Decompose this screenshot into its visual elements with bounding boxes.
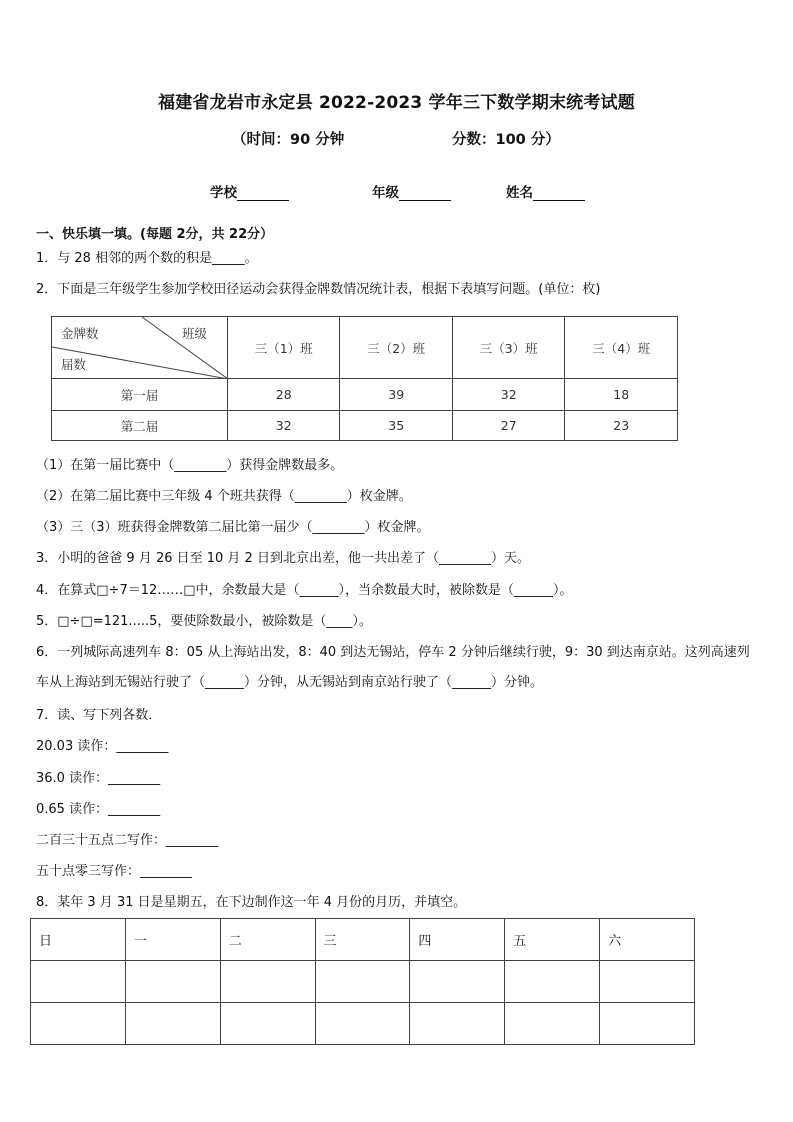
question-2-1: （1）在第一届比赛中（________）获得金牌数最多。 bbox=[36, 458, 344, 473]
calendar-header-row bbox=[31, 919, 695, 961]
diag-label-class: 班级 bbox=[181, 326, 207, 341]
question-2: 2．下面是三年级学生参加学校田径运动会获得金牌数情况统计表，根据下表填写问题。(单位：枚) bbox=[36, 282, 601, 297]
calendar-day-header: 一 bbox=[125, 919, 220, 961]
medal-table bbox=[51, 316, 678, 441]
calendar-cell[interactable] bbox=[31, 961, 126, 1003]
calendar-cell[interactable] bbox=[315, 1003, 410, 1045]
school-label: 学校 bbox=[210, 185, 237, 201]
question-2-3: （3）三（3）班获得金牌数第二届比第一届少（________）枚金牌。 bbox=[36, 520, 430, 535]
question-2-2: （2）在第二届比赛中三年级 4 个班共获得（________）枚金牌。 bbox=[36, 489, 412, 504]
table-cell: 32 bbox=[227, 411, 340, 441]
calendar-cell[interactable] bbox=[220, 961, 315, 1003]
table-cell: 27 bbox=[452, 411, 565, 441]
calendar-cell[interactable] bbox=[600, 1003, 695, 1045]
diagonal-header-cell bbox=[52, 317, 228, 379]
question-5: 5．□÷□=121.....5，要使除数最小，被除数是（____）。 bbox=[36, 614, 372, 629]
school-blank[interactable] bbox=[237, 186, 289, 201]
question-7-e: 五十点零三写作：________ bbox=[36, 864, 193, 879]
name-blank[interactable] bbox=[533, 186, 585, 201]
column-header: 三（1）班 bbox=[227, 317, 340, 379]
diag-label-medals: 金牌数 bbox=[61, 326, 99, 341]
school-field[interactable] bbox=[210, 181, 289, 201]
question-1: 1．与 28 相邻的两个数的积是_____。 bbox=[36, 251, 258, 266]
question-7-b: 36.0 读作：________ bbox=[36, 771, 161, 786]
calendar-table bbox=[30, 918, 695, 1045]
table-row bbox=[52, 379, 678, 411]
calendar-day-header: 日 bbox=[31, 919, 126, 961]
table-cell: 32 bbox=[452, 379, 565, 411]
question-7-d: 二百三十五点二写作：________ bbox=[36, 833, 219, 848]
calendar-day-header: 五 bbox=[505, 919, 600, 961]
row-label: 第一届 bbox=[52, 379, 228, 411]
grade-field[interactable] bbox=[372, 181, 451, 201]
question-7-a: 20.03 读作：________ bbox=[36, 739, 169, 754]
column-header: 三（3）班 bbox=[452, 317, 565, 379]
table-cell: 35 bbox=[340, 411, 453, 441]
name-field[interactable] bbox=[506, 181, 585, 201]
question-6: 6．一列城际高速列车 8：05 从上海站出发，8：40 到达无锡站，停车 2 分钟后继续行驶，9：30 到达南京站。这列高速列车从上海站到无锡站行驶了（______）分钟，从无锡站到南京站行驶了（______）分钟。 bbox=[36, 645, 750, 690]
page-title: 福建省龙岩市永定县 2022-2023 学年三下数学期末统考试题 bbox=[158, 93, 635, 113]
grade-label: 年级 bbox=[372, 185, 399, 201]
row-label: 第二届 bbox=[52, 411, 228, 441]
diag-label-session: 届数 bbox=[61, 357, 87, 372]
name-label: 姓名 bbox=[506, 185, 533, 201]
column-header: 三（4）班 bbox=[565, 317, 678, 379]
question-7: 7．读、写下列各数． bbox=[36, 708, 162, 723]
calendar-cell[interactable] bbox=[220, 1003, 315, 1045]
column-header: 三（2）班 bbox=[340, 317, 453, 379]
grade-blank[interactable] bbox=[399, 186, 451, 201]
calendar-day-header: 二 bbox=[220, 919, 315, 961]
calendar-cell[interactable] bbox=[315, 961, 410, 1003]
calendar-row bbox=[31, 1003, 695, 1045]
exam-time: （时间：90 分钟 bbox=[232, 132, 345, 148]
calendar-cell[interactable] bbox=[410, 1003, 505, 1045]
calendar-day-header: 四 bbox=[410, 919, 505, 961]
question-8: 8．某年 3 月 31 日是星期五，在下边制作这一年 4 月份的月历，并填空。 bbox=[36, 895, 467, 910]
table-cell: 18 bbox=[565, 379, 678, 411]
question-7-c: 0.65 读作：________ bbox=[36, 802, 161, 817]
table-cell: 23 bbox=[565, 411, 678, 441]
calendar-cell[interactable] bbox=[125, 1003, 220, 1045]
calendar-cell[interactable] bbox=[410, 961, 505, 1003]
calendar-cell[interactable] bbox=[31, 1003, 126, 1045]
calendar-day-header: 三 bbox=[315, 919, 410, 961]
table-cell: 28 bbox=[227, 379, 340, 411]
table-cell: 39 bbox=[340, 379, 453, 411]
question-3: 3．小明的爸爸 9 月 26 日至 10 月 2 日到北京出差，他一共出差了（________）天。 bbox=[36, 551, 530, 566]
calendar-cell[interactable] bbox=[600, 961, 695, 1003]
question-4: 4．在算式□÷7＝12……□中，余数最大是（______），当余数最大时，被除数是（______）。 bbox=[36, 583, 573, 598]
calendar-row bbox=[31, 961, 695, 1003]
exam-score: 分数：100 分） bbox=[452, 132, 560, 148]
table-row bbox=[52, 411, 678, 441]
section-heading: 一、快乐填一填。(每题 2分，共 22分） bbox=[36, 227, 274, 242]
calendar-cell[interactable] bbox=[505, 1003, 600, 1045]
calendar-cell[interactable] bbox=[505, 961, 600, 1003]
calendar-cell[interactable] bbox=[125, 961, 220, 1003]
calendar-day-header: 六 bbox=[600, 919, 695, 961]
